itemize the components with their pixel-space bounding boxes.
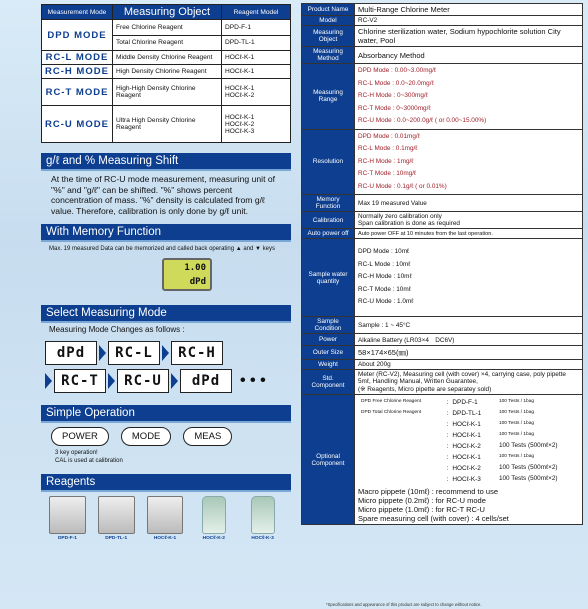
opt-name xyxy=(358,440,443,451)
more-dots: • • • xyxy=(240,372,266,389)
spec-value: Alkaline Battery (LR03×4 DC6V) xyxy=(355,334,583,346)
arrow-right-icon xyxy=(99,345,106,361)
opt-qty: 100 Tests / 1bag xyxy=(496,418,579,429)
spec-label: Model xyxy=(302,16,355,26)
reagent-cell: DPD-F-1 xyxy=(222,20,291,36)
arrow-right-icon xyxy=(162,345,169,361)
reagent-line: HOCℓ-K-3 xyxy=(225,127,255,135)
opt-name xyxy=(358,462,443,473)
lcd-value: 1.00 xyxy=(184,263,206,273)
opt-name xyxy=(358,451,443,462)
opt-code: ：HOCℓ-K-2 xyxy=(443,462,496,473)
optional-row xyxy=(358,407,579,418)
res-line xyxy=(358,181,579,194)
select-title: Select Measuring Mode xyxy=(41,305,291,323)
spec-label: Power xyxy=(302,334,355,346)
opt-qty: 100 Tests / 1bag xyxy=(496,451,579,462)
range-line: RC-L Mode : 0.0~20.0mg/ℓ xyxy=(358,79,434,87)
opt-code: ：HOCℓ-K-2 xyxy=(443,440,496,451)
mode-sequence-row-1 xyxy=(41,341,291,365)
spec-label: Outer Size xyxy=(302,346,355,360)
lcd-display xyxy=(162,258,212,291)
opt-qty: 100 Tests / 1bag xyxy=(496,407,579,418)
object-cell: Ultra High Density Chlorine Reagent xyxy=(113,106,222,143)
operation-buttons xyxy=(41,423,291,446)
res-line: DPD Mode : 0.01mg/ℓ xyxy=(358,132,420,140)
res-line: RC-T Mode : 10mg/ℓ xyxy=(358,170,417,177)
sample-line: DPD Mode : 10mℓ xyxy=(358,248,410,256)
spec-value-list xyxy=(355,129,583,195)
opt-name xyxy=(358,473,443,484)
object-cell: Total Chlorine Reagent xyxy=(113,35,222,51)
mode-button: MODE xyxy=(121,427,172,446)
range-line: RC-H Mode : 0~300mg/ℓ xyxy=(358,92,428,99)
opt-name xyxy=(358,418,443,429)
opt-note: Spare measuring cell (with cover) : 4 cells/set xyxy=(358,514,509,523)
arrow-right-icon xyxy=(171,373,178,389)
reagent-cell xyxy=(222,106,291,143)
reagent-line: HOCℓ-K-2 xyxy=(225,120,255,128)
shift-title: g/ℓ and % Measuring Shift xyxy=(41,153,291,171)
reagent-bag-image xyxy=(49,496,86,534)
reagent-label: HOCℓ-K-3 xyxy=(251,536,274,541)
range-line: RC-T Mode : 0~3000mg/ℓ xyxy=(358,104,431,112)
object-cell: High Density Chlorine Reagent xyxy=(113,65,222,79)
opt-qty: 100 Tests (500mℓ×2) xyxy=(496,473,579,484)
spec-label: Weight xyxy=(302,360,355,370)
reagent-cell: HOCℓ-K-1 xyxy=(222,51,291,65)
opt-qty: 100 Tests (500mℓ×2) xyxy=(496,440,579,451)
spec-value: RC-V2 xyxy=(355,16,583,26)
reagent-bottle-image xyxy=(251,496,275,534)
reagent-cell: DPD-TL-1 xyxy=(222,35,291,51)
note-line: CAL is used at calibration xyxy=(55,458,123,464)
opt-note: Micro pippete (1.0mℓ) : for RC-T RC-U xyxy=(358,505,485,514)
opt-note: Micro pippete (0.2mℓ) : for RC-U mode xyxy=(358,496,486,505)
reagent-item xyxy=(195,496,232,541)
optional-row xyxy=(358,451,579,462)
spec-value: Normally zero calibration only Span calibration is done as required xyxy=(355,212,583,229)
range-line xyxy=(358,115,579,128)
spec-label: Memory Function xyxy=(302,195,355,212)
sample-line: RC-H Mode : 10mℓ xyxy=(358,273,412,281)
mode-rcl: RC-L MODE xyxy=(42,51,113,65)
spec-column xyxy=(301,3,583,525)
reagent-images xyxy=(41,492,291,541)
range-line: DPD Mode : 0.00~3.00mg/ℓ xyxy=(358,67,436,74)
spec-value-list xyxy=(355,64,583,130)
opt-note: Macro pippete (10mℓ) : recommend to use xyxy=(358,487,498,496)
header-object: Measuring Object xyxy=(113,5,222,20)
simple-notes xyxy=(41,446,291,468)
reagent-label: HOCℓ-K-1 xyxy=(153,536,177,541)
opt-qty: 100 Tests / 1bag xyxy=(496,396,579,407)
spec-value: Max 19 measured Value xyxy=(355,195,583,212)
reagent-label: DPD-TL-1 xyxy=(105,536,128,541)
mode-rcu: RC-U MODE xyxy=(42,106,113,143)
spec-value: Sample : 1 ~ 45°C xyxy=(355,317,583,334)
optional-list xyxy=(355,395,583,525)
mode-display: RC-T xyxy=(54,369,106,393)
spec-label: Calibration xyxy=(302,212,355,229)
opt-code: ：HOCℓ-K-1 xyxy=(443,429,496,440)
power-button: POWER xyxy=(51,427,109,446)
object-cell: Middle Density Chlorine Reagent xyxy=(113,51,222,65)
reagent-cell: HOCℓ-K-1 xyxy=(222,65,291,79)
spec-label: Std. Component xyxy=(302,370,355,395)
optional-row xyxy=(358,462,579,473)
lcd-mode: dPd xyxy=(189,277,206,287)
mode-sequence-row-2 xyxy=(41,369,291,393)
res-text: RC-U Mode : 0.1g/ℓ xyxy=(358,182,414,190)
opt-code: ：DPD-TL-1 xyxy=(443,407,496,418)
reagent-label: HOCℓ-K-2 xyxy=(202,536,225,541)
spec-label: Optional Component xyxy=(302,395,355,525)
spec-label: Sample water quantity xyxy=(302,239,355,317)
opt-code: ：HOCℓ-K-1 xyxy=(443,418,496,429)
sample-line: RC-L Mode : 10mℓ xyxy=(358,260,411,268)
reagent-line: HOCℓ-K-2 xyxy=(225,92,255,99)
res-extra: ( or 0.01%) xyxy=(415,182,447,190)
reagent-line: HOCℓ-K-1 xyxy=(225,113,255,121)
left-column xyxy=(41,4,291,541)
opt-qty: 100 Tests (500mℓ×2) xyxy=(496,462,579,473)
spec-label: Product Name xyxy=(302,4,355,16)
spec-value: Meter (RC-V2), Measuring cell (with cover) ×4, carrying case, poly pipette 5mℓ, Handling Manual, Written Guarantee, (※ Reagents, Micro pipette are separatey sold) xyxy=(355,370,583,395)
opt-qty: 100 Tests / 1bag xyxy=(496,429,579,440)
spec-label: Sample Condition xyxy=(302,317,355,334)
range-text: RC-U Mode : 0.0~200.0g/ℓ xyxy=(358,117,434,124)
optional-row xyxy=(358,396,579,407)
spec-value: About 200g xyxy=(355,360,583,370)
opt-code: ：DPD-F-1 xyxy=(443,396,496,407)
mode-display: RC-U xyxy=(117,369,169,393)
optional-row xyxy=(358,418,579,429)
memory-text: Max. 19 measured Data can be memorized and called back operating ▲ and ▼ keys xyxy=(49,246,275,252)
spec-label: Measuring Method xyxy=(302,47,355,64)
opt-name: DPD Total Chlorine Reagent xyxy=(358,407,443,418)
mode-display: dPd xyxy=(180,369,232,393)
reagent-item xyxy=(244,496,281,541)
reagent-bag-image xyxy=(147,496,184,534)
spec-value: Multi-Range Chlorine Meter xyxy=(355,4,583,16)
reagent-cell xyxy=(222,79,291,106)
spec-label: Auto power off xyxy=(302,229,355,239)
modes-table xyxy=(41,4,291,143)
opt-name xyxy=(358,429,443,440)
spec-value-list xyxy=(355,239,583,317)
reagents-title: Reagents xyxy=(41,474,291,492)
reagent-bottle-image xyxy=(202,496,226,534)
meas-button: MEAS xyxy=(183,427,232,446)
reagent-item xyxy=(147,496,184,541)
spec-label: Resolution xyxy=(302,129,355,195)
note-line: 3 key operation! xyxy=(55,450,98,456)
opt-name: DPD Free Chlorine Reagent xyxy=(358,396,443,407)
header-mode: Measurement Mode xyxy=(42,5,113,20)
optional-table xyxy=(358,396,579,484)
shift-text: At the time of RC-U mode measurement, measuring unit of "%" and "g/ℓ" can be shifted. "%" shows percent concentration of mass. "%" density is calculated from g/ℓ value. Therefore, calibration is only done by g/ℓ unit. xyxy=(51,174,276,216)
header-reagent: Reagent Model xyxy=(222,5,291,20)
opt-code: ：HOCℓ-K-3 xyxy=(443,473,496,484)
footnote: *Specifications and appearance of this product are subject to change without notice. xyxy=(326,602,482,607)
reagent-bag-image xyxy=(98,496,135,534)
sample-line: RC-T Mode : 10mℓ xyxy=(358,285,411,293)
object-cell: Free Chlorine Reagent xyxy=(113,20,222,36)
spec-table xyxy=(301,3,583,525)
mode-display: RC-H xyxy=(171,341,223,365)
arrow-right-icon xyxy=(45,373,52,389)
reagent-item xyxy=(49,496,86,541)
mode-rch: RC-H MODE xyxy=(42,65,113,79)
spec-label: Measuring Object xyxy=(302,26,355,47)
range-extra: ( or 0.00~15.00%) xyxy=(434,117,487,124)
select-text: Measuring Mode Changes as follows : xyxy=(49,325,185,334)
simple-title: Simple Operation xyxy=(41,405,291,423)
reagent-label: DPD-F-1 xyxy=(57,536,77,541)
spec-value: 58×174×65(㎜) xyxy=(355,346,583,360)
mode-display: dPd xyxy=(45,341,97,365)
reagent-item xyxy=(98,496,135,541)
res-line: RC-L Mode : 0.1mg/ℓ xyxy=(358,145,418,152)
spec-label: Measuring Range xyxy=(302,64,355,130)
opt-code: ：HOCℓ-K-1 xyxy=(443,451,496,462)
res-line: RC-H Mode : 1mg/ℓ xyxy=(358,157,414,165)
mode-display: RC-L xyxy=(108,341,160,365)
spec-value: Auto power OFF at 10 minutes from the last operation. xyxy=(355,229,583,239)
optional-row xyxy=(358,473,579,484)
arrow-right-icon xyxy=(108,373,115,389)
optional-row xyxy=(358,440,579,451)
mode-rct: RC-T MODE xyxy=(42,79,113,106)
reagent-line: HOCℓ-K-1 xyxy=(225,85,255,92)
optional-row xyxy=(358,429,579,440)
memory-title: With Memory Function xyxy=(41,224,291,242)
spec-value: Absorbancy Method xyxy=(355,47,583,64)
spec-value: Chlorine sterilization water, Sodium hypochlorite solution City water, Pool xyxy=(355,26,583,47)
mode-dpd: DPD MODE xyxy=(42,20,113,51)
sample-line: RC-U Mode : 1.0mℓ xyxy=(358,298,414,306)
object-cell: High-High Density Chlorine Reagent xyxy=(113,79,222,106)
